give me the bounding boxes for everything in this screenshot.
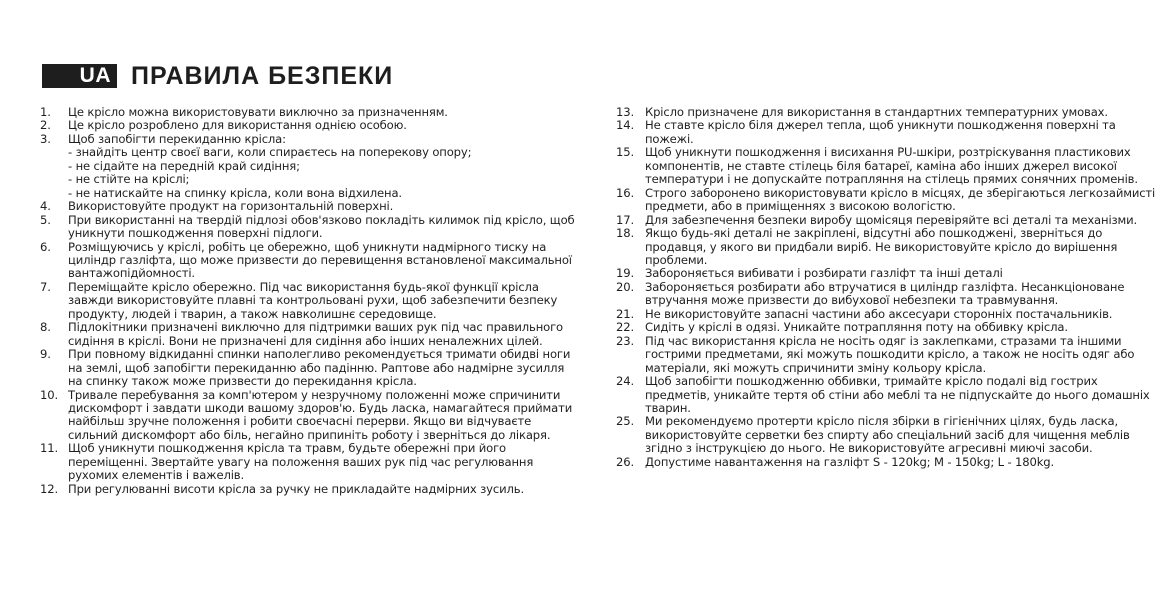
rule-number: 16. (616, 185, 634, 200)
rule-item (616, 281, 1156, 308)
rule-body (68, 133, 575, 200)
safety-rules-list-left (40, 106, 575, 496)
rule-number: 12. (40, 481, 58, 496)
rule-number: 13. (616, 105, 634, 119)
rule-text: Щоб запобігти перекиданню крісла: (68, 131, 286, 146)
rule-number: 11. (40, 441, 58, 456)
rule-item (40, 200, 575, 213)
rule-text: Не використовуйте запасні частини або аксесуари сторонніх постачальників. (645, 306, 1113, 321)
rule-number: 7. (40, 279, 51, 294)
rule-subitem: - не стійте на кріслі; (68, 172, 190, 187)
rule-text: Забороняється вибивати і розбирати газліфт та інші деталі (645, 266, 1003, 281)
rule-text: Це крісло можна використовувати виключно за призначенням. (68, 105, 448, 119)
rule-item (40, 106, 575, 119)
rule-number: 21. (616, 306, 634, 321)
rule-number: 6. (40, 239, 51, 254)
language-badge: UA (42, 64, 117, 88)
rule-item (616, 227, 1156, 267)
rule-item (616, 214, 1156, 227)
rule-number: 1. (40, 105, 51, 119)
rule-item (40, 241, 575, 281)
safety-rules-list-right (616, 106, 1156, 469)
rule-number: 14. (616, 118, 634, 133)
rule-text: Використовуйте продукт на горизонтальній поверхні. (68, 199, 394, 214)
rule-subitem: - знайдіть центр своєї ваги, коли спираєтесь на поперекову опору; (68, 145, 472, 160)
rule-number: 19. (616, 266, 634, 281)
rule-item (616, 415, 1156, 455)
rule-number: 26. (616, 454, 634, 469)
rule-text: Тривале перебування за комп'ютером у незручному положенні може спричинити дискомфорт і завдати шкоди вашому здоров'ю. Будь ласка, намагайтеся приймати найбільш зручне положення і робити своєчасні перерви. Якщо ви відчуваєте сильний дискомфорт або біль, негайно припиніть роботу і зверніться до лікаря. (68, 387, 573, 442)
rule-text: Щоб уникнути пошкодження і висихання PU-шкіри, розтріскування пластикових компонентів, не ставте стілець біля батареї, каміна або інших джерел високої температури і не допускайте потрапляння на стілець прямих сонячних променів. (645, 145, 1138, 187)
rule-text: Сидіть у кріслі в одязі. Уникайте потрапляння поту на оббивку крісла. (645, 320, 1068, 335)
rule-number: 8. (40, 320, 51, 335)
rule-subitem: - не натискайте на спинку крісла, коли вона відхилена. (68, 185, 402, 200)
rule-item (616, 146, 1156, 186)
rule-item (40, 483, 575, 496)
rule-number: 20. (616, 279, 634, 294)
rule-item (616, 267, 1156, 280)
rule-number: 10. (40, 387, 58, 402)
rule-number: 3. (40, 131, 51, 146)
rule-text: Під час використання крісла не носіть одяг із заклепками, стразами та іншими гострими предметами, які можуть пошкодити крісло, а також не носіть одяг або матеріали, які можуть спричинити зміну кольору крісла. (645, 333, 1135, 375)
rule-text: Якщо будь-які деталі не закріплені, відсутні або пошкоджені, зверніться до продавця, у якого ви придбали виріб. Не використовуйте крісло до вирішення проблеми. (645, 226, 1118, 267)
rule-number: 24. (616, 374, 634, 389)
rule-text: При регулюванні висоти крісла за ручку не прикладайте надмірних зусиль. (68, 481, 524, 496)
rule-item (40, 348, 575, 388)
rule-text: Підлокітники призначені виключно для підтримки ваших рук під час правильного сидіння в кріслі. Вони не призначені для сидіння або інших неналежних цілей. (68, 320, 564, 348)
rule-text: Не ставте крісло біля джерел тепла, щоб уникнути пошкодження поверхні та пожежі. (645, 118, 1116, 146)
rule-item (40, 389, 575, 443)
rule-number: 15. (616, 145, 634, 160)
rule-text: Допустиме навантаження на газліфт S - 120kg; M - 150kg; L - 180kg. (645, 454, 1055, 469)
rule-text: Щоб уникнути пошкодження крісла та травм, будьте обережні при його переміщенні. Звертайте увагу на положення ваших рук під час регулювання рухомих елементів і важелів. (68, 441, 534, 483)
rule-text: Забороняється розбирати або втручатися в циліндр газліфта. Несанкціоноване втручання може призвести до вибухової небезпеки та травмування. (645, 279, 1125, 308)
rule-item (40, 119, 575, 132)
rule-item (40, 133, 575, 200)
safety-rules-right-column (616, 106, 1156, 469)
page-title: ПРАВИЛА БЕЗПЕКИ (131, 61, 394, 90)
section-header (42, 62, 393, 90)
rule-item (40, 281, 575, 321)
rule-text: Розміщуючись у кріслі, робіть це обережно, щоб уникнути надмірного тиску на циліндр газліфта, що може призвести до перевищення встановленої максимальної вантажопідйомності. (68, 239, 572, 281)
rule-number: 4. (40, 199, 51, 214)
rule-item (616, 375, 1156, 415)
rule-text: Щоб запобігти пошкодженню оббивки, тримайте крісло подалі від гострих предметів, уникайте тертя об стіни або меблі та не підпускайте до нього домашніх тварин. (645, 374, 1150, 415)
rule-text: Строго заборонено використовувати крісло в місцях, де зберігаються легкозаймисті предмети, або в приміщеннях з високою вологістю. (645, 185, 1156, 214)
rule-number: 2. (40, 118, 51, 133)
rule-item (616, 106, 1156, 119)
rule-text: Для забезпечення безпеки виробу щомісяця перевіряйте всі деталі та механізми. (645, 212, 1138, 227)
rule-subitem: - не сідайте на передній край сидіння; (68, 158, 300, 173)
rule-item (616, 187, 1156, 214)
rule-number: 25. (616, 414, 634, 429)
rule-item (616, 119, 1156, 146)
rule-item (40, 321, 575, 348)
rule-number: 5. (40, 212, 51, 227)
rule-number: 18. (616, 226, 634, 241)
rule-text: Це крісло розроблено для використання однією особою. (68, 118, 407, 133)
rule-item (616, 321, 1156, 334)
rule-number: 9. (40, 347, 51, 362)
rule-item (40, 214, 575, 241)
rule-number: 17. (616, 212, 634, 227)
rule-text: Ми рекомендуємо протерти крісло після збірки в гігієнічних цілях, будь ласка, використовуйте серветки без спирту або спеціальний засіб для чищення меблів згідно з інструкцією до нього. Не використовуйте агресивні миючі засоби. (645, 414, 1130, 456)
rule-item (616, 456, 1156, 469)
safety-rules-left-column (40, 106, 575, 496)
rule-item (616, 308, 1156, 321)
rule-number: 23. (616, 333, 634, 348)
rule-text: Крісло призначене для використання в стандартних температурних умовах. (645, 105, 1108, 119)
rule-text: При повному відкиданні спинки наполегливо рекомендується тримати обидві ноги на землі, щоб запобігти перекиданню або падінню. Раптове або надмірне зусилля на спинку також може призвести до перекидання крісла. (68, 347, 571, 389)
rule-text: Переміщайте крісло обережно. Під час використання будь-якої функції крісла завжди використовуйте плавні та контрольовані рухи, щоб забезпечити безпеку продукту, людей і тварин, а також навколишнє середовище. (68, 279, 558, 321)
rule-number: 22. (616, 320, 634, 335)
rule-text: При використанні на твердій підлозі обов'язково покладіть килимок під крісло, щоб уникнути пошкодження поверхні підлоги. (68, 212, 575, 241)
rule-item (616, 335, 1156, 375)
rule-item (40, 442, 575, 482)
